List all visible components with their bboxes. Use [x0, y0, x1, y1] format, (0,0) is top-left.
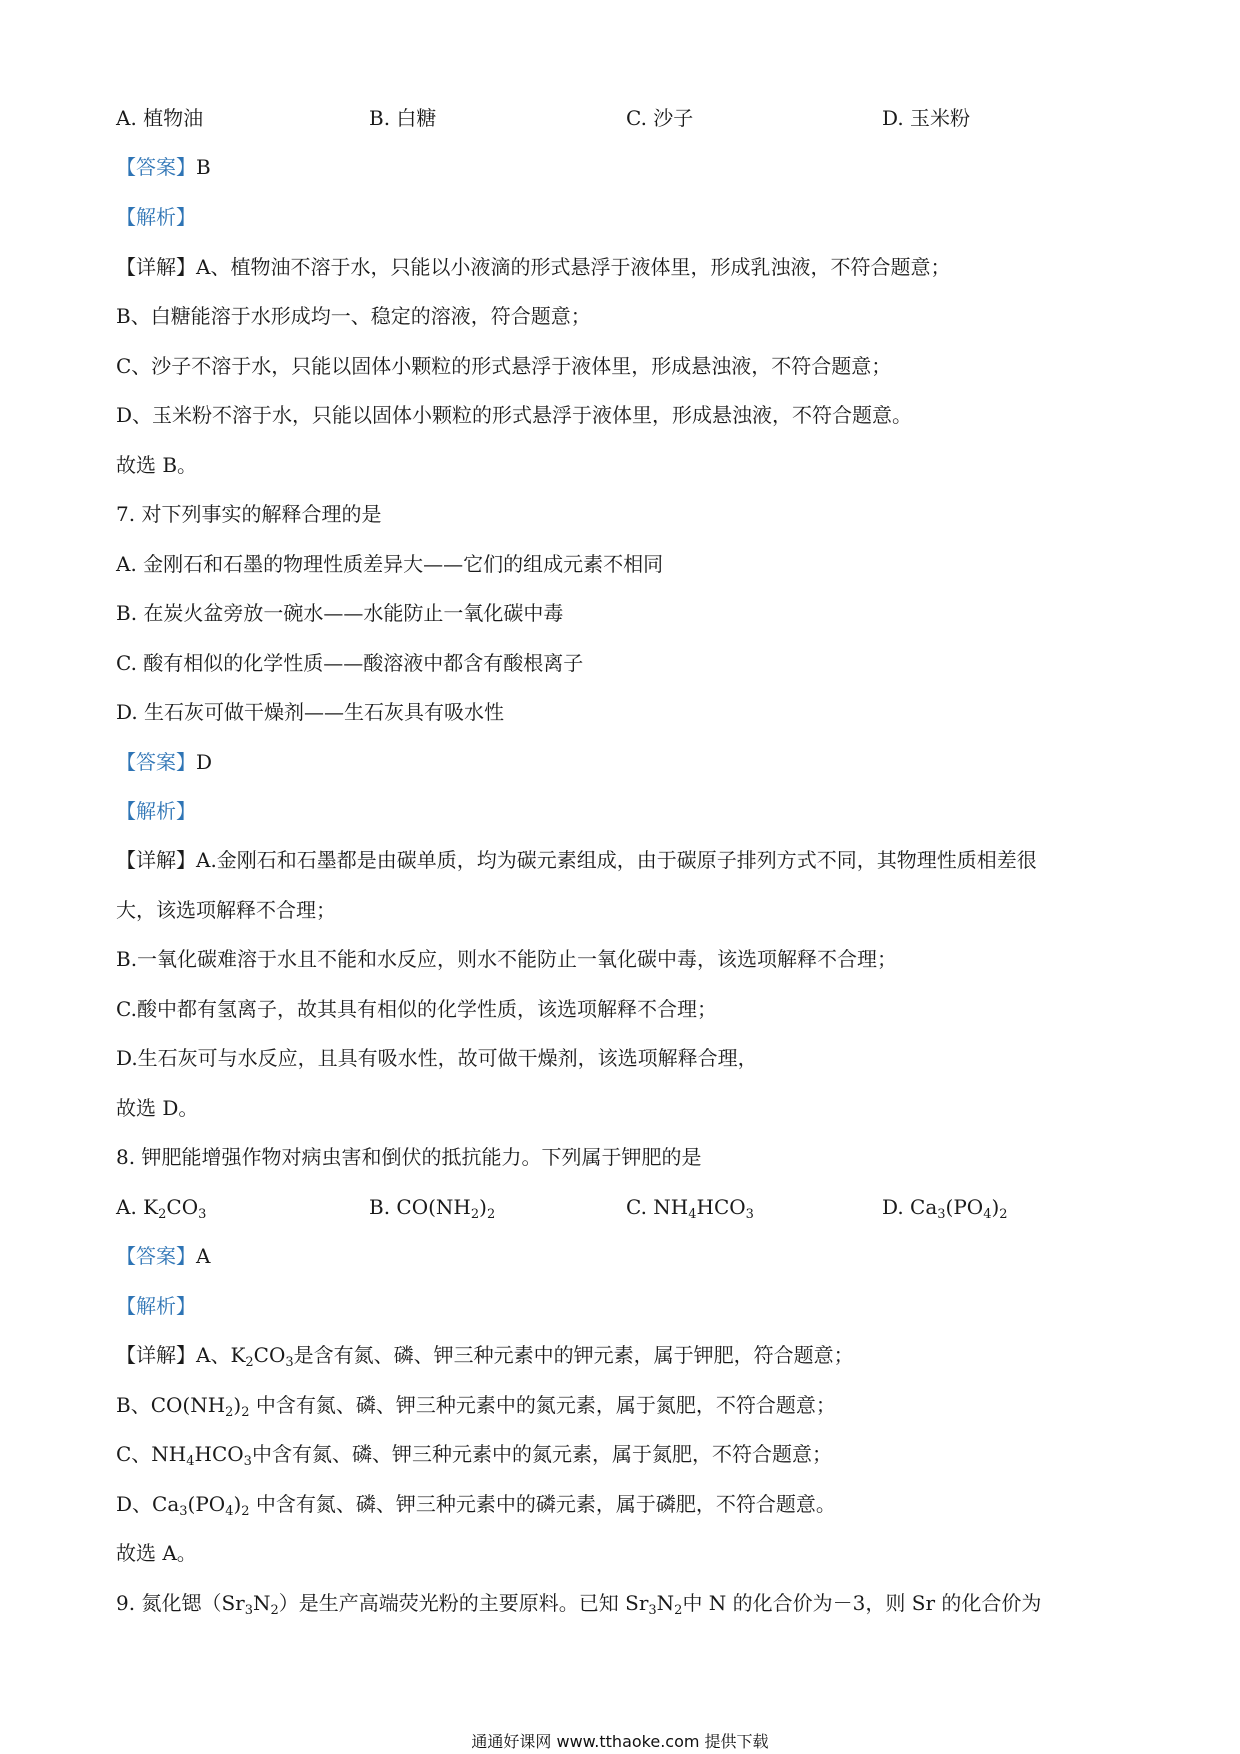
q8-option-b: B. $CO(NH_2)_2$ [369, 1195, 496, 1222]
q6-analysis-tag [116, 203, 196, 231]
q6-option-c: C. 沙子 [626, 106, 694, 130]
q6-answer [116, 153, 211, 181]
detail-text: A、植物油不溶于水，只能以小液滴的形式悬浮于液体里，形成乳浊液，不符合题意； [196, 255, 951, 279]
detail-tag: 【详解】 [116, 1343, 196, 1367]
q8-option-d: D. $Ca_3(PO_4)_2$ [882, 1195, 1008, 1222]
q8-detail-a: 【详解】A、$K_2CO_3$是含有氮、磷、钾三种元素中的钾元素，属于钾肥，符合题意； [116, 1343, 854, 1370]
q8-detail-d: D、$Ca_3(PO_4)_2$ 中含有氮、磷、钾三种元素中的磷元素，属于磷肥，不符合题意。 [116, 1492, 836, 1519]
q7-conclusion: 故选 D。 [116, 1096, 199, 1120]
q7-detail-b: B.一氧化碳难溶于水且不能和水反应，则水不能防止一氧化碳中毒，该选项解释不合理； [116, 947, 898, 971]
analysis-tag: 【解析】 [116, 205, 196, 229]
analysis-tag: 【解析】 [116, 1294, 196, 1318]
q7-option-a: A. 金刚石和石墨的物理性质差异大——它们的组成元素不相同 [116, 552, 664, 576]
q7-detail-c: C.酸中都有氢离子，故其具有相似的化学性质，该选项解释不合理； [116, 997, 717, 1021]
q6-option-d: D. 玉米粉 [882, 106, 971, 130]
footer-source: 通通好课网 www.tthaoke.com 提供下载 [471, 1732, 769, 1751]
detail-text: A.金刚石和石墨都是由碳单质，均为碳元素组成，由于碳原子排列方式不同，其物理性质相差很 [196, 848, 1037, 872]
answer-tag: 【答案】 [116, 750, 196, 774]
q8-option-c: C. $NH_4HCO_3$ [626, 1195, 754, 1222]
q6-detail-d: D、玉米粉不溶于水，只能以固体小颗粒的形式悬浮于液体里，形成悬浊液，不符合题意。 [116, 403, 913, 427]
answer-tag: 【答案】 [116, 155, 196, 179]
q6-conclusion: 故选 B。 [116, 453, 198, 477]
q7-option-c: C. 酸有相似的化学性质——酸溶液中都含有酸根离子 [116, 651, 584, 675]
q7-detail-d: D.生石灰可与水反应，且具有吸水性，故可做干燥剂，该选项解释合理， [116, 1046, 758, 1070]
q7-option-d: D. 生石灰可做干燥剂——生石灰具有吸水性 [116, 700, 505, 724]
q8-answer [116, 1242, 210, 1270]
q8-detail-c: C、$NH_4HCO_3$中含有氮、磷、钾三种元素中的氮元素，属于氮肥，不符合题意； [116, 1442, 832, 1469]
q9-stem: 9. 氮化锶$(Sr_3N_2)$是生产高端荧光粉的主要原料。已知 $Sr_3N_2$中 N 的化合价为－3，则 Sr 的化合价为 [116, 1591, 1042, 1618]
detail-tag: 【详解】 [116, 848, 196, 872]
q6-detail-c: C、沙子不溶于水，只能以固体小颗粒的形式悬浮于液体里，形成悬浊液，不符合题意； [116, 354, 892, 378]
q6-option-b: B. 白糖 [369, 106, 437, 130]
answer-tag: 【答案】 [116, 1244, 196, 1268]
q7-detail-a [116, 846, 1037, 874]
q7-stem: 7. 对下列事实的解释合理的是 [116, 502, 382, 526]
q8-stem: 8. 钾肥能增强作物对病虫害和倒伏的抵抗能力。下列属于钾肥的是 [116, 1145, 702, 1169]
q8-analysis-tag [116, 1292, 196, 1320]
q7-option-b: B. 在炭火盆旁放一碗水——水能防止一氧化碳中毒 [116, 601, 564, 625]
answer-value: A [196, 1244, 211, 1268]
q7-analysis-tag [116, 797, 196, 825]
q6-option-a: A. 植物油 [116, 106, 204, 130]
q6-detail-b: B、白糖能溶于水形成均一、稳定的溶液，符合题意； [116, 304, 591, 328]
q8-conclusion: 故选 A。 [116, 1541, 197, 1565]
q8-detail-b: B、$CO(NH_2)_2$ 中含有氮、磷、钾三种元素中的氮元素，属于氮肥，不符合题意； [116, 1393, 836, 1420]
answer-value: D [196, 750, 213, 774]
detail-tag: 【详解】 [116, 255, 196, 279]
q7-answer [116, 748, 212, 776]
q7-detail-a-cont: 大，该选项解释不合理； [116, 898, 336, 922]
q8-option-a: A. $K_2CO_3$ [116, 1195, 207, 1222]
analysis-tag: 【解析】 [116, 799, 196, 823]
answer-value: B [196, 155, 211, 179]
q6-detail-a [116, 253, 950, 281]
